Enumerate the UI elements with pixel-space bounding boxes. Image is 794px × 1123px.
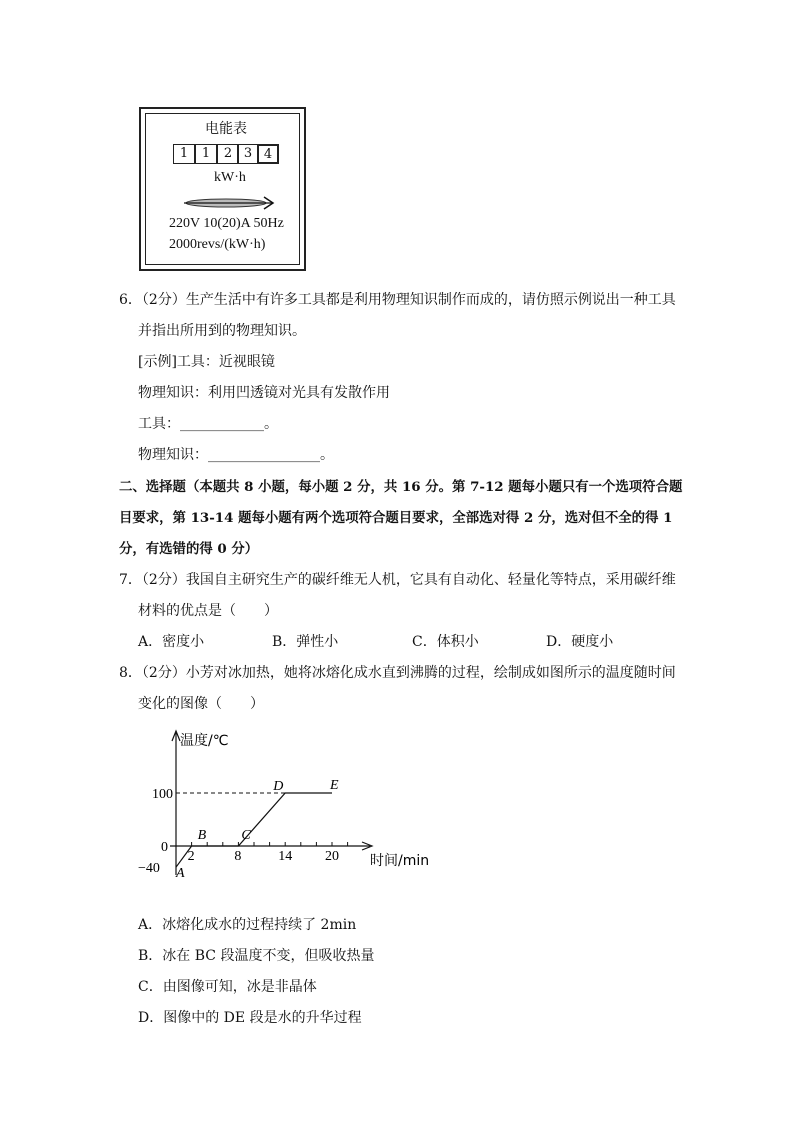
q8-stem-line1: 8．（2分）小芳对冰加热，她将冰熔化成水直到沸腾的过程，绘制成如图所示的温度随时间 <box>119 665 676 681</box>
y-tick-label: 100 <box>152 787 173 802</box>
q6-example-tool: [示例]工具：近视眼镜 <box>138 354 275 370</box>
x-tick-label: 2 <box>187 849 195 864</box>
section2-heading-line1: 二、选择题（本题共 8 小题，每小题 2 分，共 16 分。第 7-12 题每小题只有一个选项符合题 <box>119 479 683 495</box>
q6-knowledge-prompt: 物理知识： <box>138 447 208 463</box>
section2-heading-line2: 目要求，第 13-14 题每小题有两个选项符合题目要求，全部选对得 2 分，选对但不全的得 1 <box>119 510 673 526</box>
q6-example-knowledge: 物理知识：利用凹透镜对光具有发散作用 <box>138 385 390 401</box>
x-tick-label: 20 <box>325 849 339 864</box>
y-axis-title: 温度/℃ <box>180 733 229 749</box>
meter-digit: 2 <box>217 144 239 164</box>
q8-option-c[interactable]: C．由图像可知，冰是非晶体 <box>138 979 317 995</box>
meter-digit-decimal: 4 <box>257 144 279 164</box>
meter-unit: kW·h <box>214 170 246 185</box>
q6-tool-answer-blank[interactable]: ____________。 <box>180 416 278 432</box>
meter-title: 电能表 <box>205 121 247 137</box>
q8-option-b[interactable]: B．冰在 BC 段温度不变，但吸收热量 <box>138 948 375 964</box>
q6-knowledge-answer-blank[interactable]: ________________。 <box>208 447 334 463</box>
meter-digit: 1 <box>195 144 217 164</box>
q6-stem-line2: 并指出所用到的物理知识。 <box>138 323 306 339</box>
rotating-disc-arrow-icon <box>184 193 276 213</box>
point-label-b: B <box>197 828 207 843</box>
point-label-a: A <box>176 866 185 882</box>
q6-tool-prompt: 工具： <box>138 416 180 432</box>
point-label-c: C <box>241 828 251 843</box>
meter-spec-revs: 2000revs/(kW·h) <box>169 237 266 252</box>
temperature-time-graph <box>130 725 440 895</box>
section2-heading-line3: 分，有选错的得 0 分） <box>119 541 259 557</box>
q6-stem-line1: 6．（2分）生产生活中有许多工具都是利用物理知识制作而成的，请仿照示例说出一种工具 <box>119 292 676 308</box>
meter-digit: 1 <box>173 144 195 164</box>
y-tick-label: −40 <box>138 861 160 877</box>
x-tick-label: 14 <box>278 849 293 864</box>
meter-digit: 3 <box>237 144 259 164</box>
q8-option-a[interactable]: A．冰熔化成水的过程持续了 2min <box>138 917 357 933</box>
q7-stem-line2: 材料的优点是（ ） <box>138 603 278 619</box>
q8-stem-line2: 变化的图像（ ） <box>138 696 264 712</box>
x-axis-title: 时间/min <box>370 853 430 869</box>
meter-spec-voltage: 220V 10(20)A 50Hz <box>169 216 284 231</box>
q7-option-d[interactable]: D．硬度小 <box>546 634 614 650</box>
q7-option-a[interactable]: A．密度小 <box>138 634 205 650</box>
q6-knowledge-line <box>138 445 334 465</box>
q7-stem-line1: 7．（2分）我国自主研究生产的碳纤维无人机，它具有自动化、轻量化等特点，采用碳纤维 <box>119 572 676 588</box>
point-label-e: E <box>330 778 339 793</box>
y-tick-label: 0 <box>161 840 168 855</box>
x-tick-label: 8 <box>234 849 242 864</box>
q6-tool-line <box>138 414 278 434</box>
q7-option-b[interactable]: B．弹性小 <box>272 634 339 650</box>
q7-option-c[interactable]: C．体积小 <box>412 634 479 650</box>
q8-option-d[interactable]: D．图像中的 DE 段是水的升华过程 <box>138 1010 362 1026</box>
point-label-d: D <box>273 779 284 794</box>
